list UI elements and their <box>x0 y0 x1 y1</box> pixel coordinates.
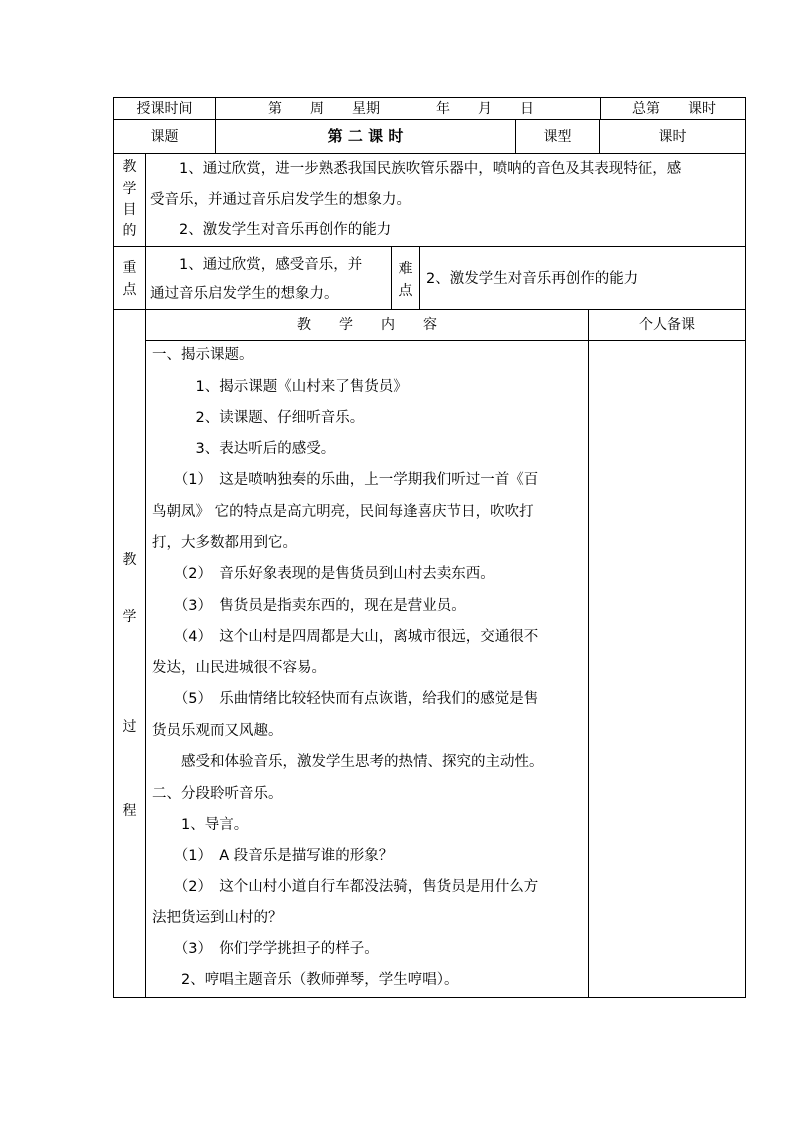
process-line: （1） A 段音乐是描写谁的形象？ <box>152 848 394 864</box>
objectives-line: 2、激发学生对音乐再创作的能力 <box>150 222 392 238</box>
process-label-char: 学 <box>122 609 137 625</box>
process-line: 一、揭示课题。 <box>152 347 254 363</box>
process-label-char: 教 <box>122 552 137 568</box>
process-line: （4） 这个山村是四周都是大山，离城市很远，交通很不 <box>152 629 539 645</box>
table-rule <box>113 246 746 247</box>
table-rule <box>113 309 746 310</box>
process-label-char: 程 <box>122 803 137 819</box>
process-line: 二、分段聆听音乐。 <box>152 786 283 802</box>
lesson-title: 第 二 课 时 <box>327 127 404 145</box>
process-line: （1） 这是喷呐独奏的乐曲，上一学期我们听过一首《百 <box>152 472 539 488</box>
process-line: 2、哼唱主题音乐（教师弹琴，学生哼唱）。 <box>152 972 459 988</box>
key-points-line: 1、通过欣赏，感受音乐，并 <box>150 257 363 273</box>
process-line: 1、导言。 <box>152 817 249 833</box>
content-header: 教 学 内 容 <box>297 317 437 333</box>
table-border-top <box>113 97 746 98</box>
objectives-label-char: 目 <box>122 202 137 218</box>
process-line: 感受和体验音乐，激发学生思考的热情、探究的主动性。 <box>152 754 544 770</box>
objectives-line: 受音乐，并通过音乐启发学生的想象力。 <box>150 192 411 208</box>
process-label-char: 过 <box>122 719 137 735</box>
process-line: 发达，山民进城很不容易。 <box>152 660 326 676</box>
class-time-label: 授课时间 <box>136 101 193 117</box>
process-line: 2、读课题、仔细听音乐。 <box>152 410 365 426</box>
table-rule <box>145 340 746 341</box>
table-rule <box>113 153 746 154</box>
key-points-label-char: 点 <box>122 282 137 298</box>
objectives-line: 1、通过欣赏，进一步熟悉我国民族吹管乐器中，喷呐的音色及其表现特征，感 <box>150 161 682 177</box>
topic-label: 课题 <box>150 129 179 145</box>
process-line: （2） 音乐好象表现的是售货员到山村去卖东西。 <box>152 566 495 582</box>
lesson-type-label: 课型 <box>543 129 572 145</box>
table-border-right <box>745 97 746 998</box>
table-rule <box>215 97 216 154</box>
process-line: （2） 这个山村小道自行车都没法骑，售货员是用什么方 <box>152 879 539 895</box>
process-line: （3） 你们学学挑担子的样子。 <box>152 941 379 957</box>
total-lessons-label: 总第 课时 <box>632 101 716 117</box>
week-date-label: 第 周 星期 年 月 日 <box>268 101 534 117</box>
key-points-label-char: 重 <box>122 260 137 276</box>
table-border-bottom <box>113 997 746 998</box>
objectives-label-char: 教 <box>122 159 137 175</box>
table-rule <box>588 309 589 998</box>
difficulty-label-char: 点 <box>398 283 413 299</box>
table-rule <box>113 119 746 120</box>
difficulty-label-char: 难 <box>398 261 413 277</box>
table-rule <box>145 153 146 998</box>
lesson-type-value: 课时 <box>658 129 687 145</box>
process-line: 法把货运到山村的？ <box>152 910 283 926</box>
process-line: 打，大多数都用到它。 <box>152 535 297 551</box>
notes-header: 个人备课 <box>639 317 695 333</box>
difficulty-text: 2、激发学生对音乐再创作的能力 <box>426 271 639 287</box>
table-rule <box>391 246 392 310</box>
objectives-label-char: 学 <box>122 181 137 197</box>
process-line: 1、揭示课题《山村来了售货员》 <box>152 379 408 395</box>
table-rule <box>600 97 601 120</box>
table-rule <box>419 246 420 310</box>
objectives-label-char: 的 <box>122 223 137 239</box>
process-line: （3） 售货员是指卖东西的，现在是营业员。 <box>152 598 466 614</box>
process-line: 货员乐观而又风趣。 <box>152 723 283 739</box>
process-line: （5） 乐曲情绪比较轻快而有点诙谐，给我们的感觉是售 <box>152 691 539 707</box>
process-line: 3、表达听后的感受。 <box>152 441 336 457</box>
key-points-line: 通过音乐启发学生的想象力。 <box>150 286 339 302</box>
process-line: 鸟朝凤》 它的特点是高亢明亮，民间每逢喜庆节日，吹吹打 <box>152 504 534 520</box>
